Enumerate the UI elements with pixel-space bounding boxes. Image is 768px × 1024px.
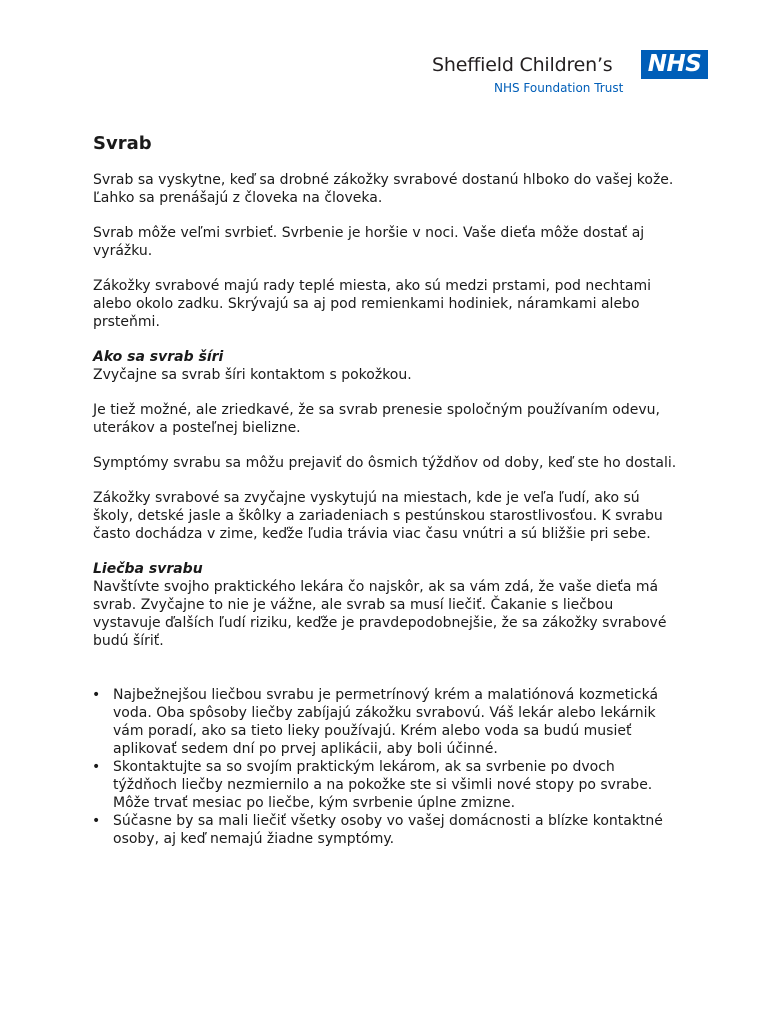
spread-paragraph-3: Symptómy svrabu sa môžu prejaviť do ôsmich týždňov od doby, keď ste ho dostali. — [93, 455, 677, 471]
nhs-logo-text: NHS — [647, 51, 702, 77]
bullet-icon: • — [92, 759, 101, 775]
spread-paragraph-4: Zákožky svrabové sa zvyčajne vyskytujú na miestach, kde je veľa ľudí, ako sú školy, detské jasle a škôlky a zariadeniach s pestúnskou starostlivosťou. K svrabu často dochádza v zime, keďže ľudia trávia viac času vnútri a sú bližšie pri sebe. — [93, 490, 663, 542]
document-title: Svrab — [93, 133, 152, 154]
treatment-paragraph: Navštívte svojho praktického lekára čo najskôr, ak sa vám zdá, že vaše dieťa má svrab. Zvyčajne to nie je vážne, ale svrab sa musí liečiť. Čakanie s liečbou vystavuje ďalších ľudí riziku, keďže je pravdepodobnejšie, že sa zákožky svrabové budú šíriť. — [93, 579, 667, 649]
treatment-section — [93, 560, 683, 650]
treatment-heading: Liečba svrabu — [93, 561, 203, 577]
spread-paragraph-2: Je tiež možné, ale zriedkavé, že sa svrab prenesie spoločným používaním odevu, uterákov a posteľnej bielizne. — [93, 402, 660, 436]
page-header — [0, 46, 768, 106]
treatment-list — [93, 686, 683, 848]
list-item — [92, 758, 683, 812]
intro-paragraph-3: Zákožky svrabové majú rady teplé miesta, ako sú medzi prstami, pod nechtami alebo okolo zadku. Skrývajú sa aj pod remienkami hodiniek, náramkami alebo prsteňmi. — [93, 278, 652, 330]
list-item-text: Súčasne by sa mali liečiť všetky osoby vo vašej domácnosti a blízke kontaktné osoby, aj keď nemajú žiadne symptómy. — [113, 813, 663, 847]
list-item-text: Najbežnejšou liečbou svrabu je permetrínový krém a malatiónová kozmetická voda. Oba spôsoby liečby zabíjajú zákožku svrabovú. Váš lekár alebo lekárnik vám poradí, ako sa tieto lieky používajú. Krém alebo voda sa budú musieť aplikovať sedem dní po prvej aplikácii, aby boli účinné. — [113, 687, 659, 757]
spread-section — [93, 348, 683, 384]
bullet-icon: • — [92, 813, 101, 829]
organization-name: Sheffield Children’s — [432, 54, 613, 76]
organization-subtitle: NHS Foundation Trust — [494, 81, 624, 95]
nhs-logo — [641, 50, 708, 79]
list-item-text: Skontaktujte sa so svojím praktickým lekárom, ak sa svrbenie po dvoch týždňoch liečby nezmiernilo a na pokožke ste si všimli nové stopy po svrabe. Môže trvať mesiac po liečbe, kým svrbenie úplne zmizne. — [113, 759, 653, 811]
bullet-icon: • — [92, 687, 101, 703]
intro-paragraph-1: Svrab sa vyskytne, keď sa drobné zákožky svrabové dostanú hlboko do vašej kože. Ľahko sa prenášajú z človeka na človeka. — [93, 172, 674, 206]
document-body — [93, 133, 683, 848]
intro-paragraph-2: Svrab môže veľmi svrbieť. Svrbenie je horšie v noci. Vaše dieťa môže dostať aj vyrážku. — [93, 225, 645, 259]
spread-paragraph-1: Zvyčajne sa svrab šíri kontaktom s pokožkou. — [93, 367, 412, 383]
list-item — [92, 812, 683, 848]
list-item — [92, 686, 683, 758]
spread-heading: Ako sa svrab šíri — [93, 349, 224, 365]
